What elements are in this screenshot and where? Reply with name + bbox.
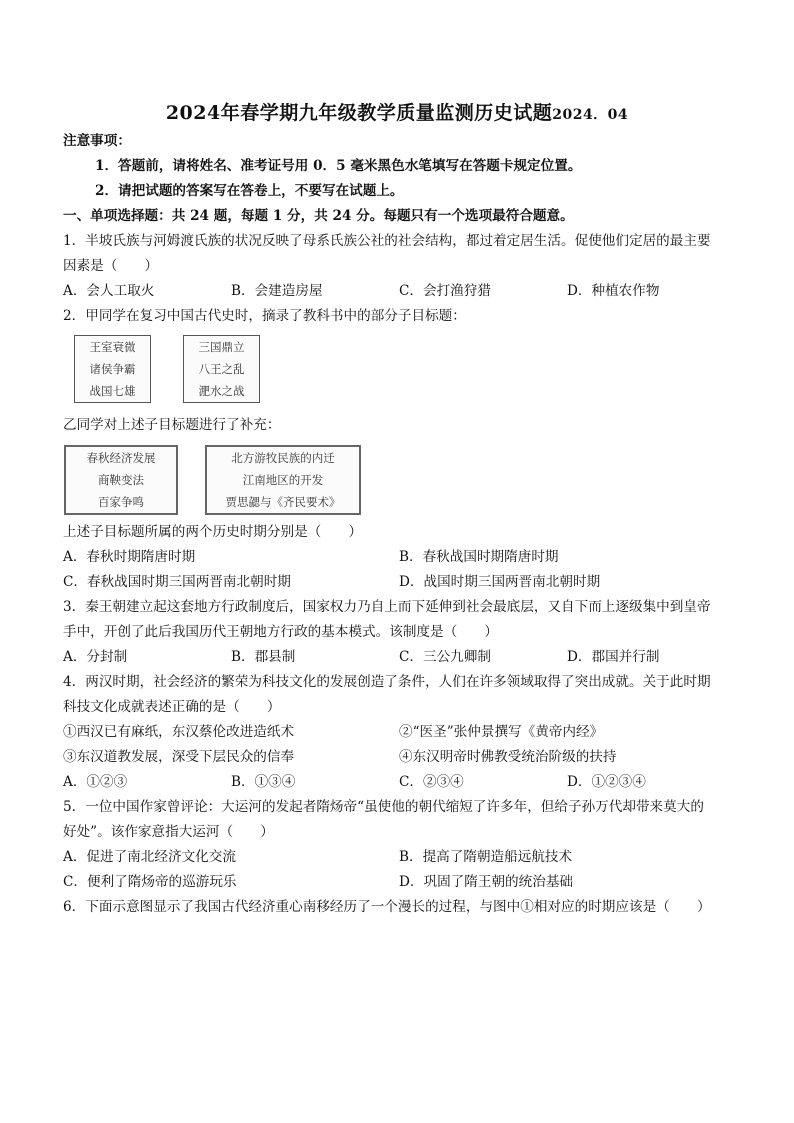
box-line: 诸侯争霸 xyxy=(89,362,136,376)
option-b: B．郡县制 xyxy=(231,649,296,665)
note-item: 1．答题前，请将姓名、准考证号用 0．5 毫米黑色水笔填写在答题卡规定位置。 xyxy=(95,158,582,174)
box-line: 淝水之战 xyxy=(198,384,245,398)
option-b: B．提高了隋朝造船远航技术 xyxy=(399,849,573,865)
box-line: 北方游牧民族的内迁 xyxy=(231,451,335,465)
statement: ②“医圣”张仲景撰写《黄帝内经》 xyxy=(399,724,604,740)
box-line: 春秋经济发展 xyxy=(86,451,156,465)
option-c: C．春秋战国时期三国两晋南北朝时期 xyxy=(63,574,291,590)
option-d: D．战国时期三国两晋南北朝时期 xyxy=(399,574,601,590)
question-stem: 4．两汉时期，社会经济的繁荣为科技文化的发展创造了条件，人们在许多领域取得了突出成就。关于此时期 xyxy=(63,674,711,690)
question-stem: 好处”。该作家意指大运河（ ） xyxy=(63,824,274,840)
option-d: D．郡国并行制 xyxy=(567,649,660,665)
option-d: D．种植农作物 xyxy=(567,283,660,299)
box-line: 百家争鸣 xyxy=(98,495,144,509)
title-text: 2024年春学期九年级教学质量监测历史试题 xyxy=(165,102,553,124)
option-d: D．①②③④ xyxy=(567,774,646,790)
option-a: A．①②③ xyxy=(63,774,128,790)
subtitle-box-4 xyxy=(205,445,361,515)
supplement-text: 乙同学对上述子目标题进行了补充： xyxy=(63,417,281,433)
page-title xyxy=(0,98,794,125)
subtitle-box-1 xyxy=(74,335,151,403)
box-line: 战国七雄 xyxy=(89,384,136,398)
box-line: 贾思勰与《齐民要术》 xyxy=(225,495,341,509)
option-a: A．分封制 xyxy=(63,649,128,665)
notes-heading: 注意事项： xyxy=(63,133,131,149)
title-date: 2024．04 xyxy=(552,107,629,123)
question-stem: 手中，开创了此后我国历代王朝地方行政的基本模式。该制度是（ ） xyxy=(63,624,498,640)
option-a: A．春秋时期隋唐时期 xyxy=(63,549,196,565)
option-a: A．会人工取火 xyxy=(63,283,155,299)
option-c: C．三公九卿制 xyxy=(399,649,491,665)
box-line: 江南地区的开发 xyxy=(242,473,324,487)
question-stem: 科技文化成就表述正确的是（ ） xyxy=(63,699,281,715)
question-ask: 上述子目标题所属的两个历史时期分别是（ ） xyxy=(63,524,363,540)
option-b: B．春秋战国时期隋唐时期 xyxy=(399,549,559,565)
question-stem: 3．秦王朝建立起这套地方行政制度后，国家权力乃自上而下延伸到社会最底层，又自下而上逐级集中到皇帝 xyxy=(63,599,711,615)
question-stem: 2．甲同学在复习中国古代史时，摘录了教科书中的部分子目标题： xyxy=(63,308,466,324)
box-line: 三国鼎立 xyxy=(198,340,245,354)
option-c: C．会打渔狩猎 xyxy=(399,283,491,299)
subtitle-box-3 xyxy=(64,445,178,515)
statement: ③东汉道教发展，深受下层民众的信奉 xyxy=(63,749,295,765)
statement: ④东汉明帝时佛教受统治阶级的扶持 xyxy=(399,749,617,765)
subtitle-box-2 xyxy=(183,335,260,403)
note-item: 2．请把试题的答案写在答卷上，不要写在试题上。 xyxy=(95,183,404,199)
question-stem: 1．半坡氏族与河姆渡氏族的状况反映了母系氏族公社的社会结构，都过着定居生活。促使他们定居的最主要 xyxy=(63,233,711,249)
box-line: 商鞅变法 xyxy=(98,473,144,487)
option-c: C．便利了隋炀帝的巡游玩乐 xyxy=(63,874,237,890)
option-b: B．会建造房屋 xyxy=(231,283,323,299)
option-a: A．促进了南北经济文化交流 xyxy=(63,849,236,865)
box-line: 王室衰微 xyxy=(89,340,136,354)
section-heading: 一、单项选择题：共 24 题，每题 1 分，共 24 分。每题只有一个选项最符合题意。 xyxy=(63,208,574,224)
option-b: B．①③④ xyxy=(231,774,296,790)
box-line: 八王之乱 xyxy=(198,362,245,376)
question-stem: 6．下面示意图显示了我国古代经济重心南移经历了一个漫长的过程，与图中①相对应的时期应该是（ ） xyxy=(63,899,711,915)
statement: ①西汉已有麻纸，东汉蔡伦改进造纸术 xyxy=(63,724,295,740)
option-c: C．②③④ xyxy=(399,774,464,790)
question-stem: 因素是（ ） xyxy=(63,258,159,274)
option-d: D．巩固了隋王朝的统治基础 xyxy=(399,874,574,890)
question-stem: 5．一位中国作家曾评论：大运河的发起者隋炀帝“虽使他的朝代缩短了许多年，但给子孙万代却带来莫大的 xyxy=(63,799,704,815)
